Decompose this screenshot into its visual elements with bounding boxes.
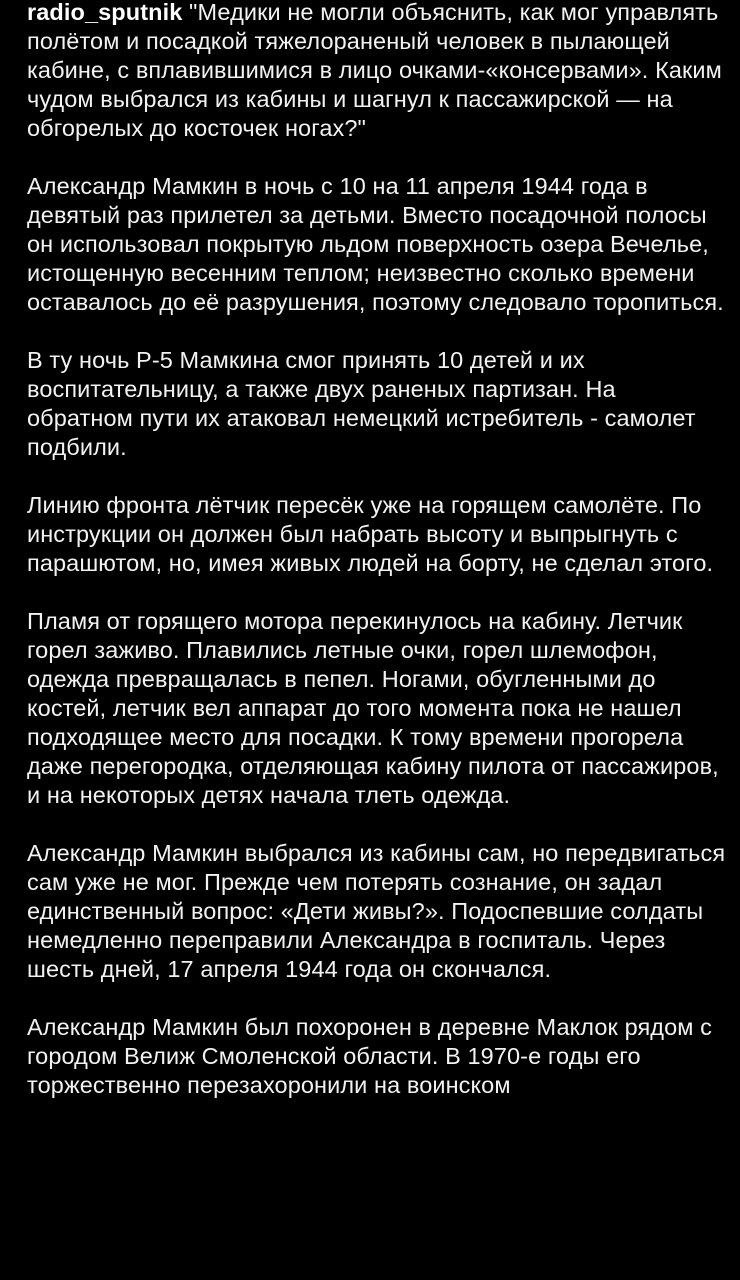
caption-paragraph-4: Линию фронта лётчик пересёк уже на горящем самолёте. По инструкции он должен был набрать высоту и выпрыгнуть с парашютом, но, имея живых людей на борту, не сделал этого. (27, 492, 714, 576)
caption-paragraph-1 (27, 0, 727, 143)
caption-paragraph-5: Пламя от горящего мотора перекинулось на кабину. Летчик горел заживо. Плавились летные очки, горел шлемофон, одежда превращалась в пепел. Ногами, обугленными до костей, летчик вел аппарат до того момента пока не нашел подходящее место для посадки. К тому времени прогорела даже перегородка, отделяющая кабину пилота от пассажиров, и на некоторых детях начала тлеть одежда. (27, 608, 719, 808)
username-link[interactable]: radio_sputnik (27, 0, 183, 25)
caption-quote: "Медики не могли объяснить, как мог управлять полётом и посадкой тяжелораненый человек в пылающей кабине, с вплавившимися в лицо очками-«консервами». Каким чудом выбрался из кабины и шагнул к пассажирской — на обгорелых до косточек ногах?" (27, 0, 722, 141)
caption-paragraph-6: Александр Мамкин выбрался из кабины сам, но передвигаться сам уже не мог. Прежде чем потерять сознание, он задал единственный вопрос: «Дети живы?». Подоспевшие солдаты немедленно переправили Александра в госпиталь. Через шесть дней, 17 апреля 1944 года он скончался. (27, 840, 726, 982)
caption-paragraph-7: Александр Мамкин был похоронен в деревне Маклок рядом с городом Велиж Смоленской области. В 1970-е годы его торжественно перезахоронили на воинском (27, 1014, 713, 1098)
post-caption (27, 0, 727, 1129)
caption-paragraph-2: Александр Мамкин в ночь с 10 на 11 апреля 1944 года в девятый раз прилетел за детьми. Вместо посадочной полосы он использовал покрытую льдом поверхность озера Вечелье, истощенную весенним теплом; неизвестно сколько времени оставалось до её разрушения, поэтому следовало торопиться. (27, 173, 724, 315)
caption-paragraph-3: В ту ночь Р-5 Мамкина смог принять 10 детей и их воспитательницу, а также двух раненых партизан. На обратном пути их атаковал немецкий истребитель - самолет подбили. (27, 347, 696, 460)
